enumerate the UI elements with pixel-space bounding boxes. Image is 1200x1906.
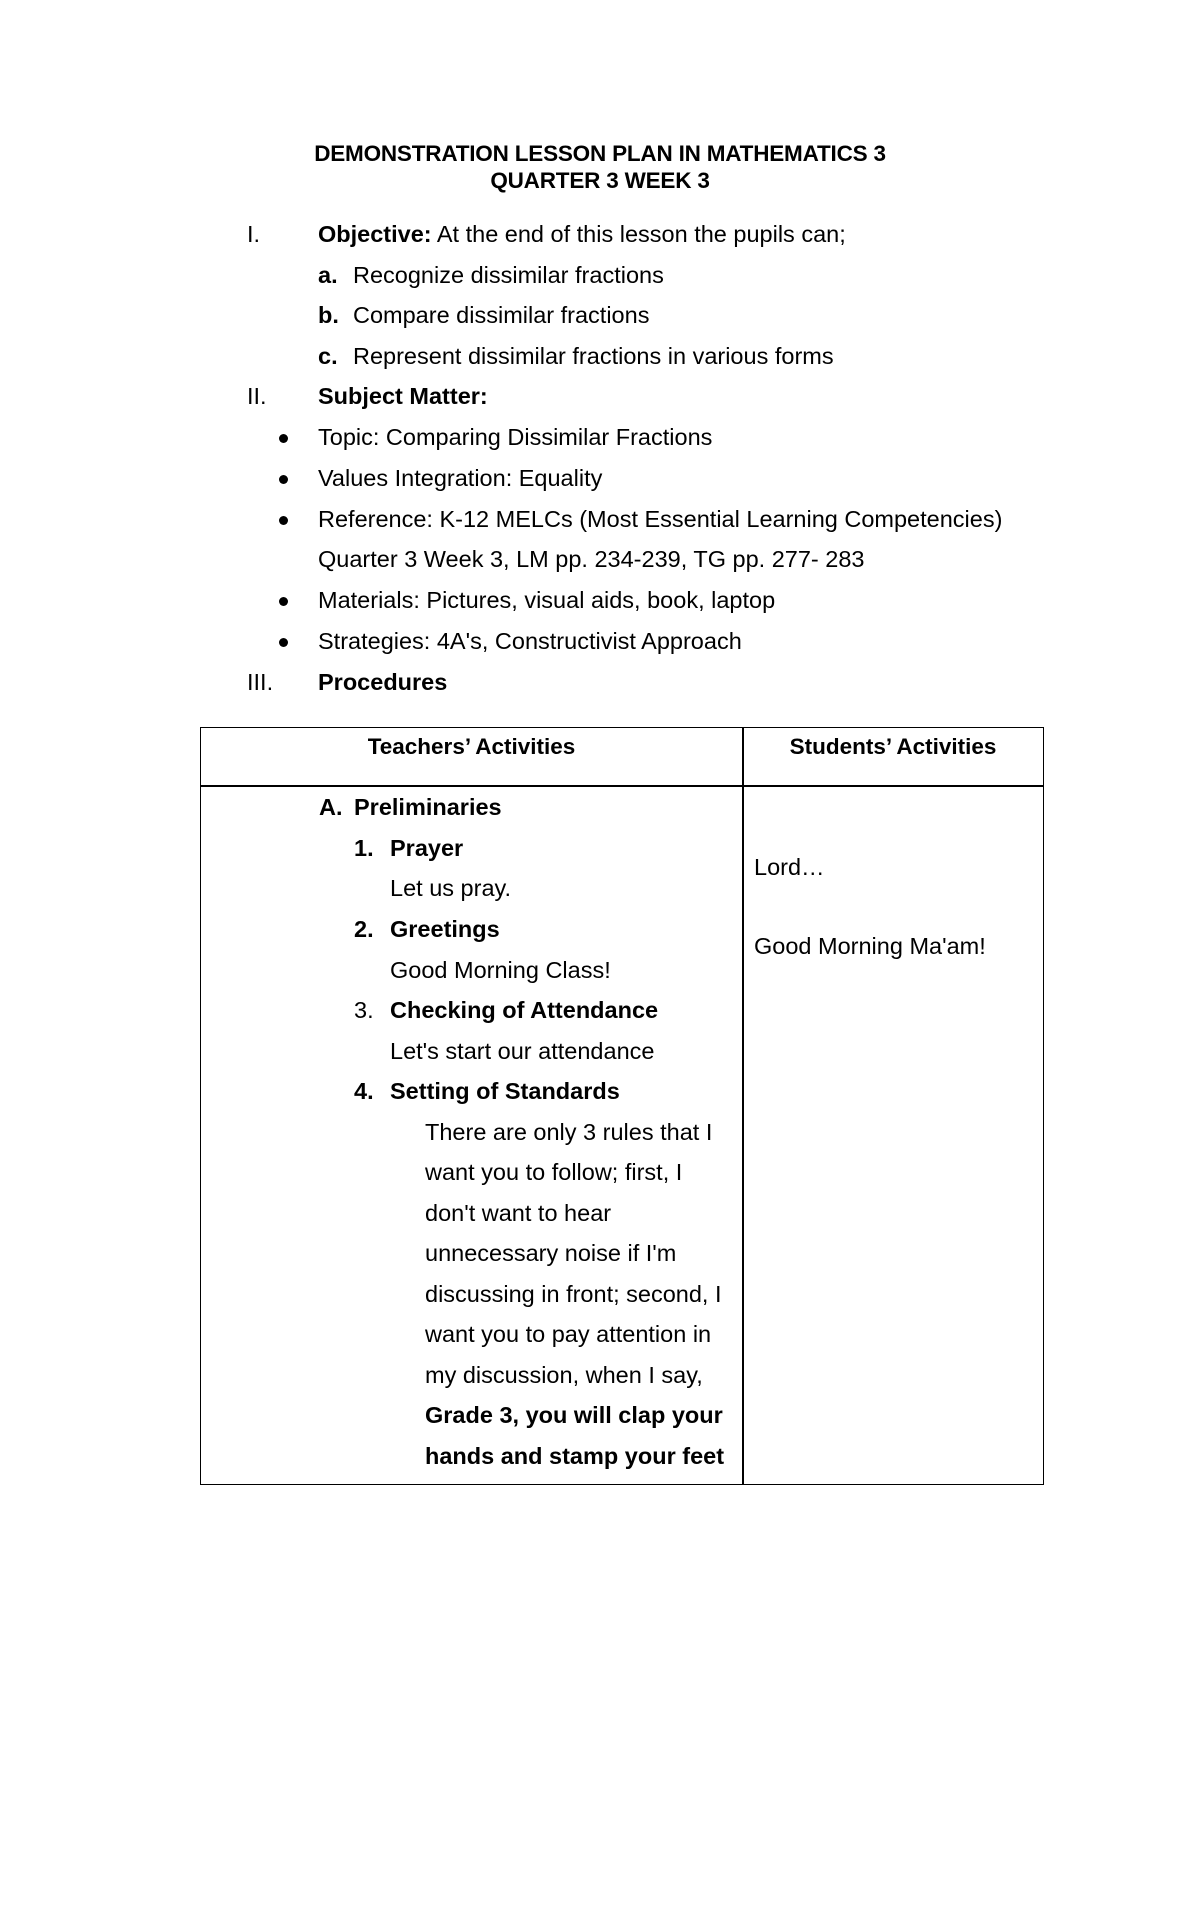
- subject-reference: Reference: K-12 MELCs (Most Essential Learning Competencies): [318, 506, 1003, 532]
- procedures-label: Procedures: [318, 669, 448, 695]
- section-letter: A.: [319, 794, 343, 820]
- objective-item-letter: c.: [318, 343, 338, 369]
- section-title: Preliminaries: [354, 794, 502, 820]
- subject-strategies: Strategies: 4A's, Constructivist Approach: [318, 628, 742, 654]
- step-text-attendance: Let's start our attendance: [390, 1038, 655, 1064]
- standards-bold-line: hands and stamp your feet: [425, 1443, 725, 1469]
- standards-line: unnecessary noise if I'm: [425, 1240, 677, 1266]
- objective-numeral: I.: [247, 221, 261, 247]
- standards-bold-line: Grade 3, you will clap your: [425, 1402, 723, 1428]
- student-response-prayer: Lord…: [754, 854, 825, 880]
- step-title-standards: Setting of Standards: [390, 1078, 620, 1104]
- teachers-activities-header: Teachers’ Activities: [367, 734, 576, 759]
- step-text-greetings: Good Morning Class!: [390, 957, 611, 983]
- bullet-dot: [279, 516, 288, 525]
- step-title-prayer: Prayer: [390, 835, 464, 861]
- objective-item-text: Recognize dissimilar fractions: [353, 262, 664, 288]
- table-header-divider: [201, 785, 1043, 787]
- step-title-greetings: Greetings: [390, 916, 500, 942]
- step-number: 1.: [354, 835, 374, 861]
- objective-label: Objective:: [318, 221, 432, 247]
- bullet-dot: [279, 638, 288, 647]
- subject-matter-label: Subject Matter:: [318, 383, 488, 409]
- document-subtitle: QUARTER 3 WEEK 3: [490, 168, 710, 193]
- step-number: 2.: [354, 916, 374, 942]
- students-activities-header: Students’ Activities: [789, 734, 997, 759]
- objective-item-letter: b.: [318, 302, 339, 328]
- objective-item-letter: a.: [318, 262, 338, 288]
- standards-line: discussing in front; second, I: [425, 1281, 722, 1307]
- subject-values: Values Integration: Equality: [318, 465, 603, 491]
- standards-line: want you to follow; first, I: [425, 1159, 683, 1185]
- step-number: 3.: [354, 997, 374, 1023]
- subject-matter-numeral: II.: [247, 383, 267, 409]
- document-title: DEMONSTRATION LESSON PLAN IN MATHEMATICS 3: [314, 141, 886, 166]
- objective-text: At the end of this lesson the pupils can;: [431, 221, 846, 247]
- standards-line: don't want to hear: [425, 1200, 612, 1226]
- objective-line: [318, 221, 846, 248]
- step-title-attendance: Checking of Attendance: [390, 997, 659, 1023]
- step-number: 4.: [354, 1078, 374, 1104]
- standards-line: want you to pay attention in: [425, 1321, 712, 1347]
- objective-item-text: Compare dissimilar fractions: [353, 302, 650, 328]
- subject-materials: Materials: Pictures, visual aids, book, laptop: [318, 587, 776, 613]
- objective-item-text: Represent dissimilar fractions in various forms: [353, 343, 834, 369]
- bullet-dot: [279, 434, 288, 443]
- table-column-divider: [742, 728, 744, 1484]
- standards-line: There are only 3 rules that I: [425, 1119, 713, 1145]
- subject-topic: Topic: Comparing Dissimilar Fractions: [318, 424, 713, 450]
- step-text-prayer: Let us pray.: [390, 875, 512, 901]
- procedures-table: [200, 727, 1044, 1485]
- standards-line: my discussion, when I say,: [425, 1362, 703, 1388]
- bullet-dot: [279, 597, 288, 606]
- student-response-greetings: Good Morning Ma'am!: [754, 933, 986, 959]
- subject-reference-cont: Quarter 3 Week 3, LM pp. 234-239, TG pp. 277- 283: [318, 546, 865, 572]
- bullet-dot: [279, 475, 288, 484]
- procedures-numeral: III.: [247, 669, 274, 695]
